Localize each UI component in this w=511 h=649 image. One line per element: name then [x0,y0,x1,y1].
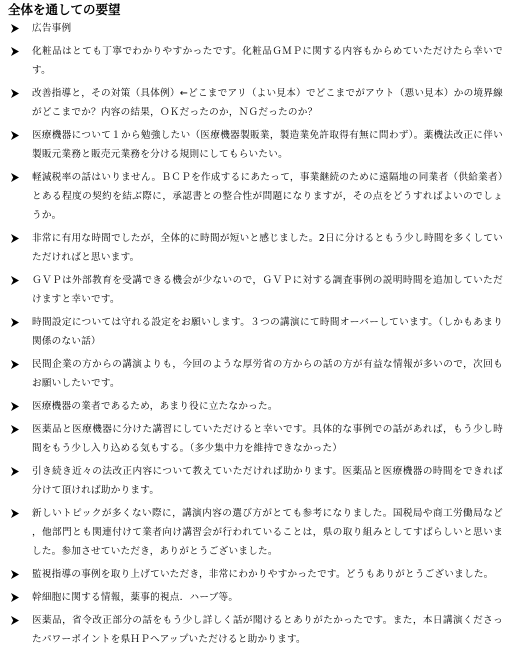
arrowhead-bullet-icon [8,313,32,332]
arrowhead-bullet-icon [8,84,32,103]
list-item [8,397,503,416]
list-item [8,313,503,351]
list-item [8,126,503,164]
list-item-text: 広告事例 [32,23,72,34]
list-item [8,462,503,500]
list-item [8,168,503,225]
list-item-text: 時間設定については守れる設定をお願いします。３つの講演にて時間オーバーしています。（しかもあまり関係のない話） [32,317,503,347]
list-item [8,420,503,458]
list-item-text: 民間企業の方からの講演よりも，今回のような厚労省の方からの話の方が有益な情報が多いので，次回もお願いしたいです。 [32,359,503,389]
list-item [8,611,503,649]
arrowhead-bullet-icon [8,588,32,607]
arrowhead-bullet-icon [8,611,32,630]
list-item-text: 非常に有用な時間でしたが，全体的に時間が短いと感じました。2日に分けるともう少し時間を多くしていただければと思います。 [32,233,503,263]
list-item [8,355,503,393]
list-item [8,42,503,80]
list-item-text: 改善指導と，その対策（具体例）←どこまでアリ（よい見本）でどこまでがアウト（悪い見本）かの境界線がどこまでか？内容の結果，ＯＫだったのか，ＮＧだったのか？ [32,88,503,118]
arrowhead-bullet-icon [8,19,32,38]
list-item [8,19,503,38]
list-item-text: ＧＶＰは外部教育を受講できる機会が少ないので，ＧＶＰに対する調査事例の説明時間を追加していただけますと幸いです。 [32,275,503,305]
list-item-text: 医療機器の業者であるため，あまり役に立たなかった。 [32,401,278,412]
arrowhead-bullet-icon [8,462,32,481]
list-item [8,271,503,309]
arrowhead-bullet-icon [8,397,32,416]
list-item-text: 医療機器について１から勉強したい（医療機器製販業，製造業免許取得有無に問わず）。薬機法改正に伴い製販元業務と販売元業務を分ける規則にしてもらいたい。 [32,130,503,160]
list-item-text: 化粧品はとても丁寧でわかりやすかったです。化粧品ＧＭＰに関する内容もからめていただけたら幸いです。 [32,46,503,76]
arrowhead-bullet-icon [8,229,32,248]
list-item [8,588,503,607]
list-item [8,84,503,122]
arrowhead-bullet-icon [8,504,32,523]
list-item-text: 新しいトピックが多くない際に，講演内容の選び方がとても参考になりました。国税局や商工労働局など，他部門とも関連付けて業者向け講習会が行われていることは，県の取り組みとしてすばらしいと思いました。参加させていただき，ありがとうございました。 [32,508,503,557]
list-item-text: 引き続き近々の法改正内容について教えていただければ助かります。医薬品と医療機器の時間をできれば分けて頂ければ助かります。 [32,466,503,496]
arrowhead-bullet-icon [8,420,32,439]
arrowhead-bullet-icon [8,271,32,290]
list-item-text: 監視指導の事例を取り上げていただき，非常にわかりやすかったです。どうもありがとうございました。 [32,569,494,580]
page-title: 全体を通しての要望 [8,2,121,17]
arrowhead-bullet-icon [8,168,32,187]
list-item-text: 幹細胞に関する情報，薬事的視点．ハーブ等。 [32,592,239,603]
list-item-text: 医薬品，省令改正部分の話をもう少し詳しく話が聞けるとありがたかったです。また，本日講演くださったパワーポイントを県ＨＰへアップいただけると助かります。 [32,615,503,645]
list-item-text: 軽減税率の話はいりません。ＢＣＰを作成するにあたって，事業継続のために遠隔地の同業者（供給業者）とある程度の契約を結ぶ際に，承認書との整合性が問題になりますが，その点をどうすればよいのでしょうか。 [32,172,503,221]
list-item-text: 医薬品と医療機器に分けた講習にしていただけると幸いです。具体的な事例での話があれば，もう少し時間をもう少し入り込める気もする。（多少集中力を維持できなかった） [32,424,503,454]
arrowhead-bullet-icon [8,565,32,584]
arrowhead-bullet-icon [8,355,32,374]
arrowhead-bullet-icon [8,42,32,61]
list-item [8,229,503,267]
arrowhead-bullet-icon [8,126,32,145]
requests-list [8,19,503,649]
list-item [8,504,503,561]
list-item [8,565,503,584]
